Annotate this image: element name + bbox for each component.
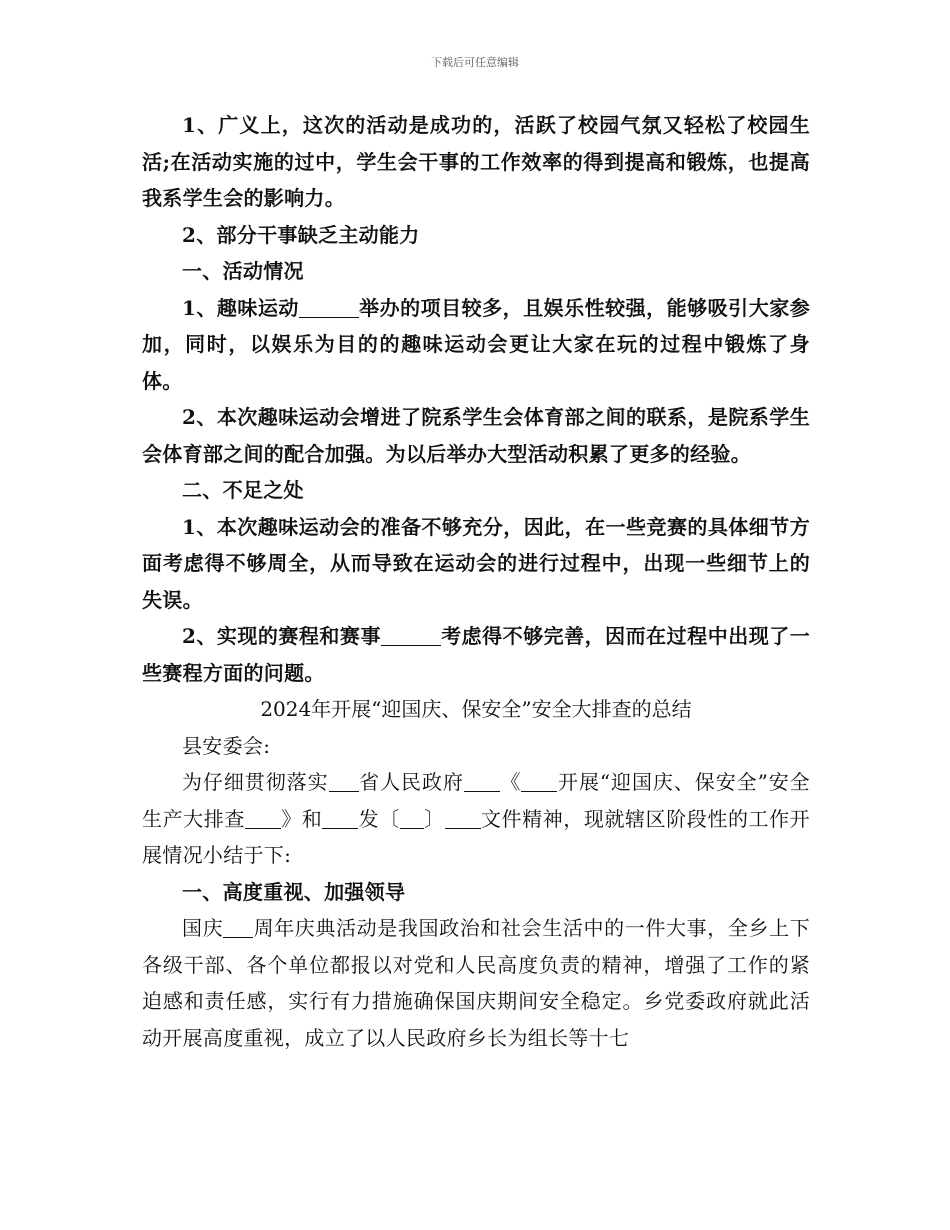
- page-header-note: 下载后可任意编辑: [431, 56, 519, 69]
- blank-line: [381, 625, 441, 646]
- blank-line: [521, 771, 557, 792]
- p12-part-b: 周年庆典活动是我国政治和社会生活中的一件大事，全乡上下各级干部、各个单位都报以对党和人民高度负责的精神，增强了工作的紧迫感和责任感，实行有力措施确保国庆期间安全稳定。乡党委政府就此活动开展高度重视，成立了以人民政府乡长为组长等十七: [142, 916, 810, 1050]
- paragraph-8-start: 2、实现的赛程和赛事: [182, 624, 381, 648]
- paragraph-10: [142, 764, 810, 874]
- p10-part-c: 《: [499, 770, 522, 794]
- section-heading-activity: 一、活动情况: [182, 259, 304, 283]
- paragraph-8: [142, 618, 810, 691]
- blank-line: [223, 917, 253, 938]
- blank-line: [322, 808, 358, 829]
- p10-part-f: 发〔: [358, 806, 400, 831]
- document-body: [142, 107, 810, 1056]
- p10-part-h: 文件精神，现就辖区阶段性的工作开展情况小结于下:: [142, 806, 810, 867]
- blank-line: [464, 771, 500, 792]
- blank-line: [400, 808, 424, 829]
- section-heading-shortcomings: 二、不足之处: [182, 478, 304, 502]
- paragraph-addressee: 县安委会:: [182, 733, 271, 758]
- paragraph-4: [142, 290, 810, 400]
- blank-line: [299, 297, 359, 318]
- p10-part-e: 》和: [280, 806, 323, 831]
- p10-part-a: 为仔细贯彻落实: [182, 770, 329, 794]
- paragraph-7: 1、本次趣味运动会的准备不够充分，因此，在一些竞赛的具体细节方面考虑得不够周全，从而导致在运动会的进行过程中，出现一些细节上的失误。: [142, 514, 810, 612]
- p10-part-d: 开展“迎国庆、保安全”安全生产大排查: [142, 770, 810, 831]
- section-heading-leadership: 一、高度重视、加强领导: [182, 879, 406, 904]
- paragraph-4-end: 举办的项目较多，且娱乐性较强，能够吸引大家参加，同时，以娱乐为目的的趣味运动会更让大家在玩的过程中锻炼了身体。: [142, 295, 810, 393]
- p10-part-b: 省人民政府: [358, 770, 464, 794]
- paragraph-4-start: 1、趣味运动: [182, 295, 299, 320]
- paragraph-8-end: 考虑得不够完善，因而在过程中出现了一些赛程方面的问题。: [142, 624, 810, 685]
- paragraph-2: 2、部分干事缺乏主动能力: [182, 222, 420, 247]
- p10-part-g: 〕: [423, 806, 445, 831]
- p12-part-a: 国庆: [182, 916, 224, 940]
- blank-line: [329, 771, 359, 792]
- document-title: 2024年开展“迎国庆、保安全”安全大排查的总结: [260, 697, 692, 721]
- blank-line: [245, 808, 281, 829]
- paragraph-12: [142, 910, 810, 1056]
- paragraph-5: 2、本次趣味运动会增进了院系学生会体育部之间的联系，是院系学生会体育部之间的配合加强。为以后举办大型活动积累了更多的经验。: [142, 405, 810, 466]
- paragraph-1: 1、广义上，这次的活动是成功的，活跃了校园气氛又轻松了校园生活;在活动实施的过中，学生会干事的工作效率的得到提高和锻炼，也提高我系学生会的影响力。: [142, 113, 810, 210]
- blank-line: [445, 808, 481, 829]
